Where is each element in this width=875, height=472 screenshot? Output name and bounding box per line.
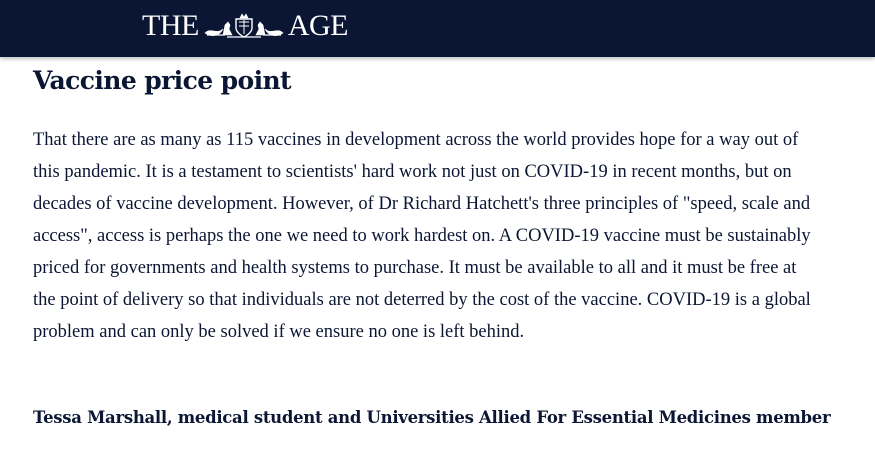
article-headline: Vaccine price point	[33, 66, 291, 95]
coat-of-arms-icon	[203, 13, 285, 39]
logo-word-the: THE	[142, 9, 199, 42]
masthead	[0, 0, 875, 57]
article-byline: Tessa Marshall, medical student and Universities Allied For Essential Medicines member	[33, 408, 831, 427]
logo-word-age: AGE	[287, 9, 348, 42]
article-body: That there are as many as 115 vaccines in development across the world provides hope for a way out of this pandemic. It is a testament to scientists' hard work not just on COVID-19 in recent months, but on decades of vaccine development. However, of Dr Richard Hatchett's three principles of "speed, scale and access", access is perhaps the one we need to work hardest on. A COVID-19 vaccine must be sustainably priced for governments and health systems to purchase. It must be available to all and it must be free at the point of delivery so that individuals are not deterred by the cost of the vaccine. COVID-19 is a global problem and can only be solved if we ensure no one is left behind.	[33, 130, 811, 342]
site-logo[interactable]	[142, 11, 348, 41]
